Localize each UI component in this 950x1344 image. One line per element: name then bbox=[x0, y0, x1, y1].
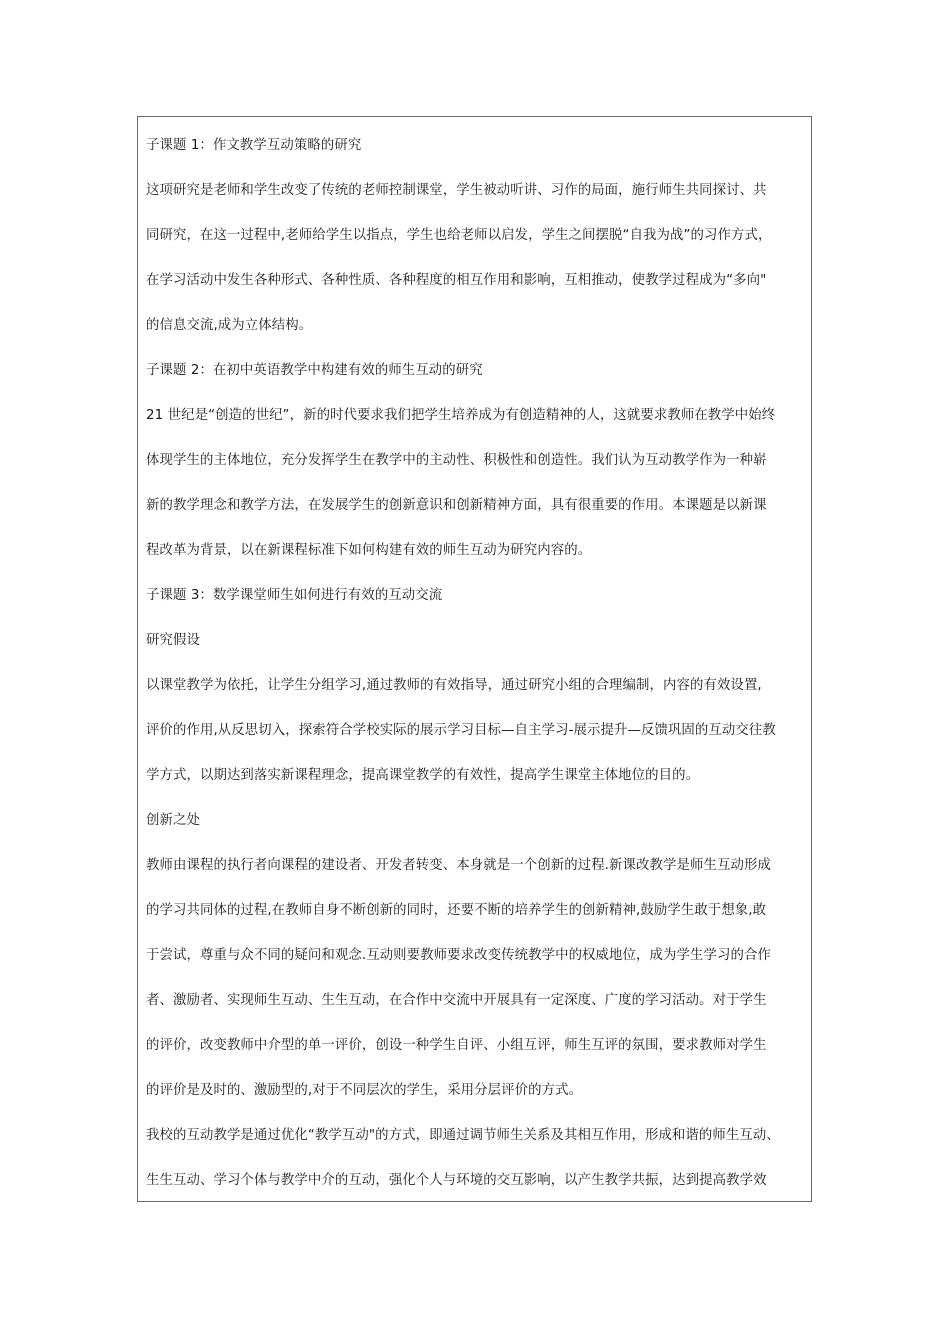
paragraph-line: 这项研究是老师和学生改变了传统的老师控制课堂，学生被动听讲、习作的局面，施行师生共同探讨、共 bbox=[146, 183, 767, 198]
subtopic-1-heading: 子课题 1：作文教学互动策略的研究 bbox=[146, 138, 362, 153]
document-table-cell bbox=[137, 116, 812, 1202]
paragraph-line: 21 世纪是“创造的世纪”，新的时代要求我们把学生培养成为有创造精神的人，这就要求教师在教学中始终 bbox=[146, 408, 776, 423]
paragraph-line: 的学习共同体的过程,在教师自身不断创新的同时，还要不断的培养学生的创新精神,鼓励学生敢于想象,敢 bbox=[146, 903, 767, 918]
paragraph-line: 新的教学理念和教学方法，在发展学生的创新意识和创新精神方面，具有很重要的作用。本课题是以新课 bbox=[146, 498, 767, 513]
paragraph-line: 学方式，以期达到落实新课程理念，提高课堂教学的有效性，提高学生课堂主体地位的目的。 bbox=[146, 768, 700, 783]
paragraph-line: 我校的互动教学是通过优化“教学互动"的方式，即通过调节师生关系及其相互作用，形成和谐的师生互动、 bbox=[146, 1128, 780, 1143]
paragraph-line: 教师由课程的执行者向课程的建设者、开发者转变、本身就是一个创新的过程.新课改教学是师生互动形成 bbox=[146, 858, 771, 873]
paragraph-line: 者、激励者、实现师生互动、生生互动，在合作中交流中开展具有一定深度、广度的学习活动。对于学生 bbox=[146, 993, 767, 1008]
paragraph-line: 同研究，在这一过程中,老师给学生以指点，学生也给老师以启发，学生之间摆脱“自我为战”的习作方式， bbox=[146, 228, 772, 243]
document-body bbox=[146, 132, 806, 1202]
paragraph-line: 评价的作用,从反思切入，探索符合学校实际的展示学习目标—自主学习-展示提升—反馈巩固的互动交往教 bbox=[146, 723, 776, 738]
paragraph-line: 于尝试，尊重与众不同的疑问和观念.互动则要教师要求改变传统教学中的权威地位，成为学生学习的合作 bbox=[146, 948, 771, 963]
subtopic-2-heading: 子课题 2：在初中英语教学中构建有效的师生互动的研究 bbox=[146, 363, 483, 378]
paragraph-line: 体现学生的主体地位，充分发挥学生在教学中的主动性、积极性和创造性。我们认为互动教学作为一种崭 bbox=[146, 453, 767, 468]
paragraph-line: 生生互动、学习个体与教学中介的互动，强化个人与环境的交互影响，以产生教学共振，达到提高教学效 bbox=[146, 1173, 767, 1188]
section-heading-hypothesis: 研究假设 bbox=[146, 633, 200, 648]
subtopic-3-heading: 子课题 3：数学课堂师生如何进行有效的互动交流 bbox=[146, 588, 443, 603]
paragraph-line: 的评价是及时的、激励型的,对于不同层次的学生，采用分层评价的方式。 bbox=[146, 1083, 583, 1098]
section-heading-innovation: 创新之处 bbox=[146, 813, 200, 828]
paragraph-line: 的评价，改变教师中介型的单一评价，创设一种学生自评、小组互评，师生互评的氛围，要求教师对学生 bbox=[146, 1038, 767, 1053]
paragraph-line: 程改革为背景，以在新课程标准下如何构建有效的师生互动为研究内容的。 bbox=[146, 543, 592, 558]
paragraph-line: 以课堂教学为依托，让学生分组学习,通过教师的有效指导，通过研究小组的合理编制，内容的有效设置, bbox=[146, 678, 762, 693]
paragraph-line: 在学习活动中发生各种形式、各种性质、各种程度的相互作用和影响，互相推动，使教学过程成为“多向" bbox=[146, 273, 767, 288]
paragraph-line: 的信息交流,成为立体结构。 bbox=[146, 318, 313, 333]
